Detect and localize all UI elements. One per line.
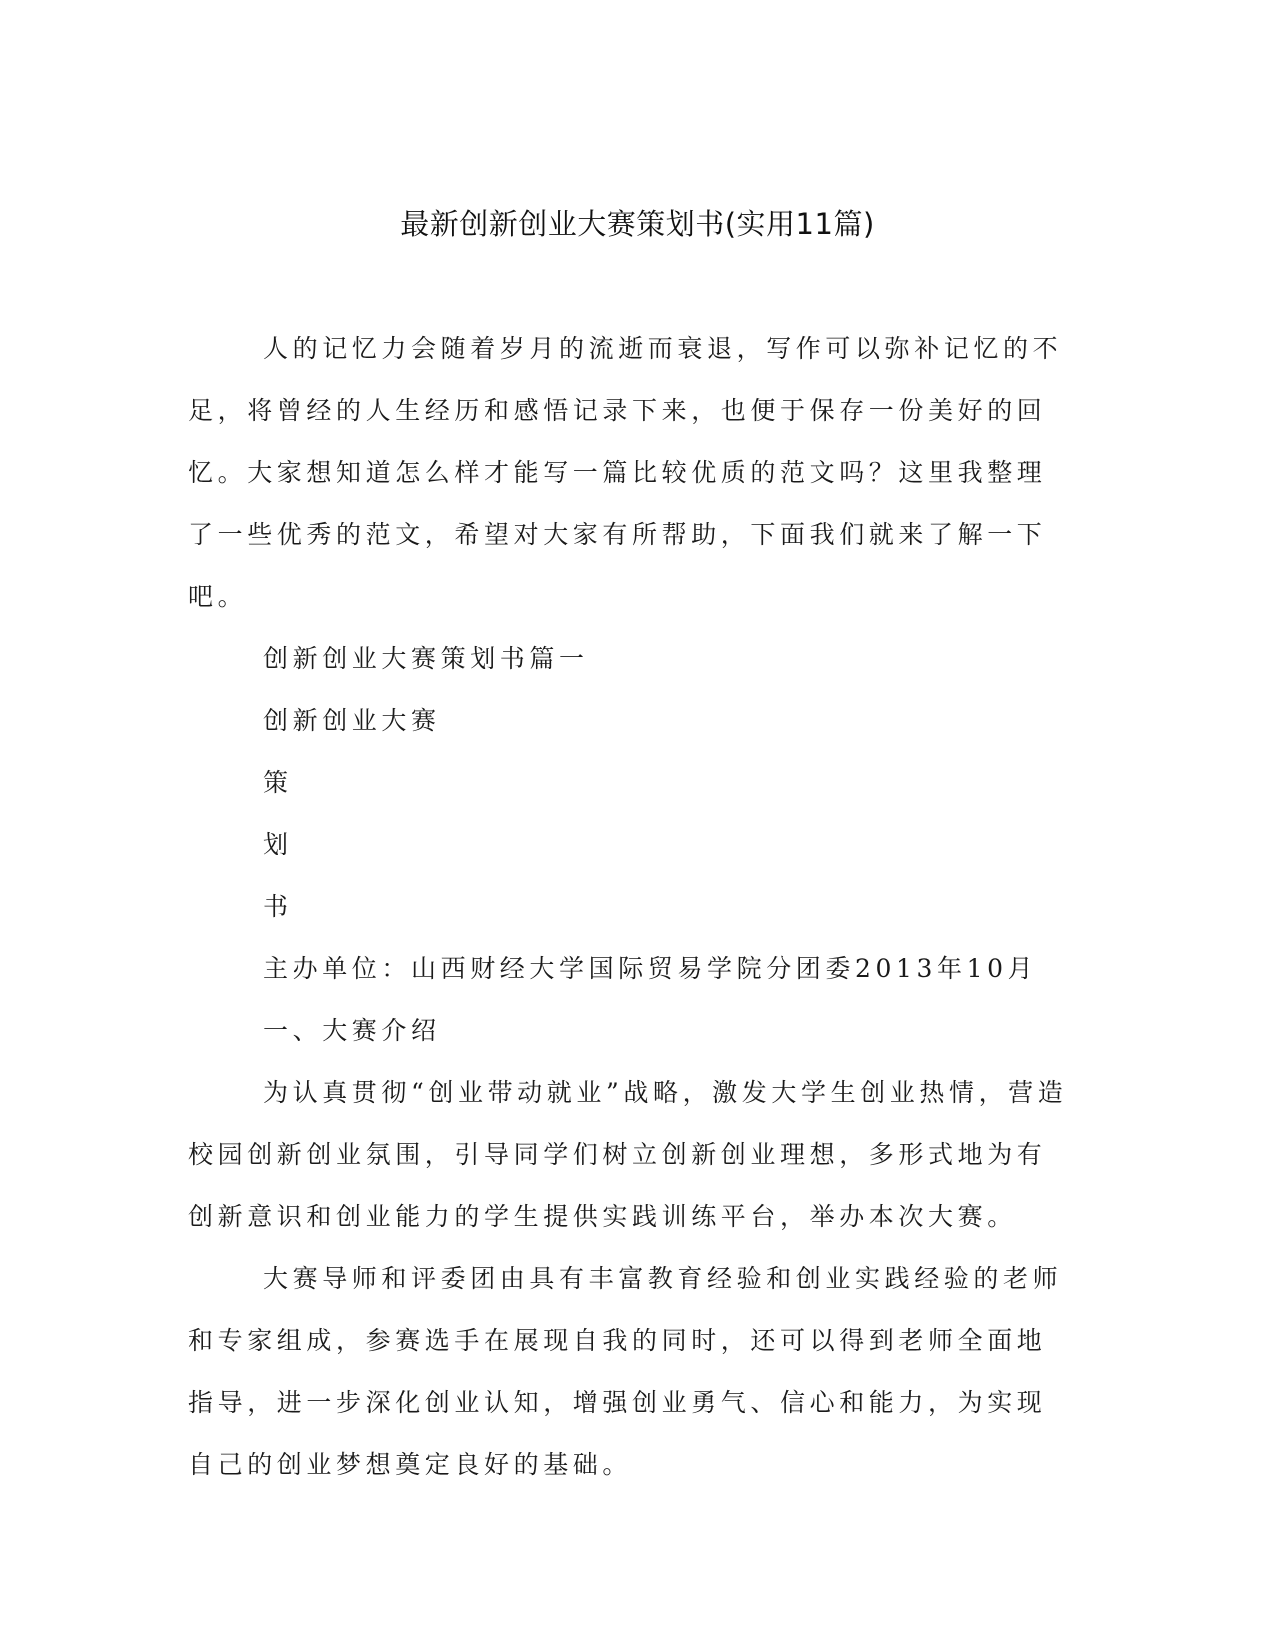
cover-char-ce: 策: [263, 768, 293, 797]
cover-char-shu: 书: [263, 892, 293, 921]
intro-section-paragraph-2: 大赛导师和评委团由具有丰富教育经验和创业实践经验的老师和专家组成，参赛选手在展现自我的同时，还可以得到老师全面地指导，进一步深化创业认知，增强创业勇气、信心和能力，为实现自己的创业梦想奠定良好的基础。: [188, 1264, 1063, 1479]
document-title: 最新创新创业大赛策划书(实用11篇): [400, 207, 875, 241]
cover-title: 创新创业大赛: [263, 706, 441, 735]
section-heading: 创新创业大赛策划书篇一: [263, 644, 589, 673]
intro-section-paragraph-1: 为认真贯彻“创业带动就业”战略，激发大学生创业热情，营造校园创新创业氛围，引导同学们树立创新创业理想，多形式地为有创新意识和创业能力的学生提供实践训练平台，举办本次大赛。: [188, 1078, 1068, 1231]
intro-paragraph: 人的记忆力会随着岁月的流逝而衰退，写作可以弥补记忆的不足，将曾经的人生经历和感悟记录下来，也便于保存一份美好的回忆。大家想知道怎么样才能写一篇比较优质的范文吗？这里我整理了一些优秀的范文，希望对大家有所帮助，下面我们就来了解一下吧。: [188, 334, 1063, 611]
part-heading: 一、大赛介绍: [263, 1016, 441, 1045]
document-body: [188, 318, 1068, 1496]
organizer-line: 主办单位：山西财经大学国际贸易学院分团委2013年10月: [263, 954, 1038, 983]
cover-char-hua: 划: [263, 830, 293, 859]
